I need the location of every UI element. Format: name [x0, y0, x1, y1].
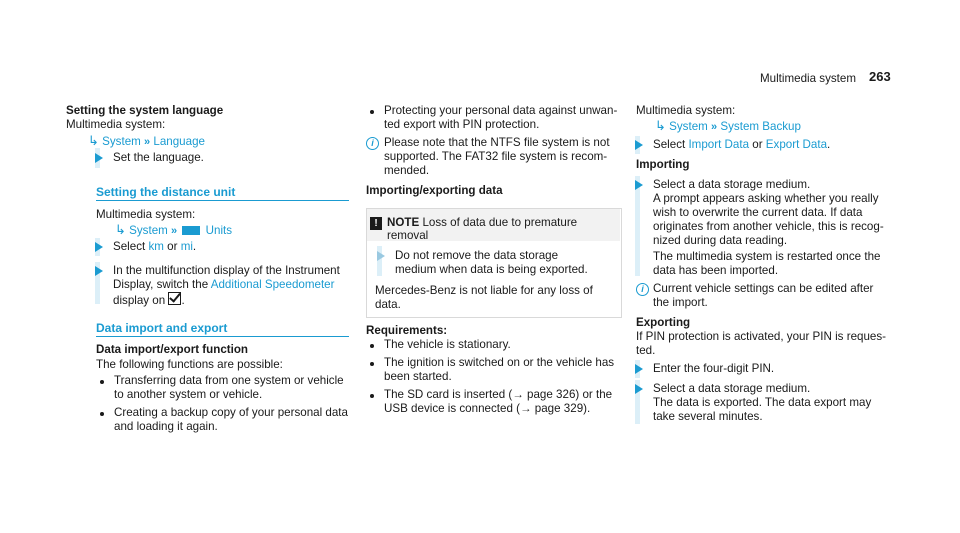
- text: Select: [653, 138, 689, 151]
- km-option[interactable]: km: [148, 240, 164, 253]
- note-label: NOTE: [387, 216, 420, 229]
- bullet: [370, 394, 374, 398]
- right-s4-l1: Select a data storage medium.: [653, 382, 811, 395]
- right-info-l1: Current vehicle settings can be edited after: [653, 282, 874, 295]
- note-step-l2: medium when data is being exported.: [395, 263, 588, 276]
- right-info-l2: the import.: [653, 296, 708, 309]
- dist-step-2-line-2: [113, 278, 334, 292]
- dist-step-2-line-3: display on .: [113, 294, 185, 307]
- mid-info-l2: supported. The FAT32 file system is recom-: [384, 150, 608, 163]
- checkbox-checked-icon: [168, 292, 181, 305]
- step-arrow-icon: [635, 140, 643, 150]
- note-step-l1: Do not remove the data storage: [395, 249, 559, 262]
- req-2-l1: The ignition is switched on or the vehicle has: [384, 356, 615, 369]
- info-icon: i: [366, 137, 379, 150]
- path-system-backup-link[interactable]: System Backup: [720, 120, 801, 133]
- data-b1-l1: Transferring data from one system or vehicle: [114, 374, 344, 387]
- section-rule: [96, 336, 349, 337]
- step-arrow-icon: [95, 153, 103, 163]
- import-data-option[interactable]: Import Data: [688, 138, 750, 151]
- page-number: 263: [869, 69, 891, 84]
- note-text: Loss of data due to premature: [419, 216, 578, 229]
- lang-step: Set the language.: [113, 151, 204, 164]
- info-icon: i: [636, 283, 649, 296]
- mi-option[interactable]: mi: [180, 240, 193, 253]
- additional-speedometer-link[interactable]: Additional Speedometer: [210, 278, 335, 291]
- chevron-right-icon: »: [171, 225, 178, 237]
- step-arrow-icon: [95, 242, 103, 252]
- data-intro: The following functions are possible:: [96, 358, 283, 371]
- right-intro: Multimedia system:: [636, 104, 736, 117]
- path-return-icon: ↳: [655, 118, 666, 133]
- req-2-l2: been started.: [384, 370, 452, 383]
- path-language-link[interactable]: Language: [153, 135, 205, 148]
- data-b2-l2: and loading it again.: [114, 420, 218, 433]
- lang-intro: Multimedia system:: [66, 118, 166, 131]
- exp-l1: If PIN protection is activated, your PIN is reques-: [636, 330, 887, 343]
- right-s2-l5: nized during data reading.: [653, 234, 788, 247]
- bullet: [370, 362, 374, 366]
- text: or: [749, 138, 766, 151]
- exporting-title: Exporting: [636, 316, 691, 329]
- chevron-right-icon: »: [711, 121, 718, 133]
- note-p-l2: data.: [375, 298, 401, 311]
- text: Display, switch the: [113, 278, 211, 291]
- text: .: [192, 240, 197, 253]
- req-title: Requirements:: [366, 324, 448, 337]
- mid-b-l2: ted export with PIN protection.: [384, 118, 540, 131]
- text: display on: [113, 294, 169, 307]
- step-arrow-icon: [635, 364, 643, 374]
- ie-title: Importing/exporting data: [366, 184, 503, 197]
- dist-intro: Multimedia system:: [96, 208, 196, 221]
- step-arrow-icon: [635, 384, 643, 394]
- dist-step-2-line-1: In the multifunction display of the Instrument: [113, 264, 340, 277]
- right-path: [655, 119, 801, 134]
- bullet: [370, 110, 374, 114]
- data-sub: Data import/export function: [96, 343, 249, 356]
- right-s3: Enter the four-digit PIN.: [653, 362, 775, 375]
- bullet: [370, 344, 374, 348]
- running-header: [760, 72, 856, 86]
- section-title: Multimedia system: [760, 72, 856, 85]
- text: .: [827, 138, 831, 151]
- path-units-link[interactable]: Units: [205, 224, 233, 237]
- req-3-l2: USB device is connected (→ page 329).: [384, 402, 591, 415]
- dist-title: Setting the distance unit: [96, 185, 236, 199]
- right-s2-l4: originates from another vehicle, this is recog-: [653, 220, 884, 233]
- data-b1-l2: to another system or vehicle.: [114, 388, 263, 401]
- note-p-l1: Mercedes-Benz is not liable for any loss of: [375, 284, 593, 297]
- lang-path: [88, 134, 205, 149]
- text: or: [163, 240, 181, 253]
- req-3-l1: The SD card is inserted (→ page 326) or the: [384, 388, 613, 401]
- mid-info-l3: mended.: [384, 164, 430, 177]
- right-s2-l3: wish to overwrite the current data. If data: [653, 206, 863, 219]
- step-arrow-icon: [635, 180, 643, 190]
- mid-info-l1: Please note that the NTFS file system is not: [384, 136, 610, 149]
- step-arrow-icon: [95, 266, 103, 276]
- path-return-icon: ↳: [88, 133, 99, 148]
- path-system-link[interactable]: System: [129, 224, 168, 237]
- req-1: The vehicle is stationary.: [384, 338, 511, 351]
- section-rule: [96, 200, 349, 201]
- step-arrow-icon: [377, 251, 385, 261]
- right-s2-l7: data has been imported.: [653, 264, 779, 277]
- text: Select: [113, 240, 149, 253]
- importing-title: Importing: [636, 158, 690, 171]
- bullet: [100, 380, 104, 384]
- warning-icon: !: [370, 217, 382, 230]
- exp-l2: ted.: [636, 344, 656, 357]
- note-line-2: removal: [387, 229, 429, 242]
- chevron-right-icon: »: [144, 136, 151, 148]
- bullet: [100, 412, 104, 416]
- export-data-option[interactable]: Export Data: [765, 138, 828, 151]
- right-s4-l3: take several minutes.: [653, 410, 763, 423]
- right-s4-l2: The data is exported. The data export may: [653, 396, 872, 409]
- path-system-link[interactable]: System: [102, 135, 141, 148]
- lang-title: Setting the system language: [66, 104, 224, 117]
- path-system-link[interactable]: System: [669, 120, 708, 133]
- data-title: Data import and export: [96, 321, 228, 335]
- dist-path: [115, 223, 232, 238]
- step-bar: [635, 176, 640, 276]
- path-return-icon: ↳: [115, 222, 126, 237]
- mid-b-l1: Protecting your personal data against unwan-: [384, 104, 618, 117]
- data-b2-l1: Creating a backup copy of your personal data: [114, 406, 348, 419]
- units-icon: [182, 226, 200, 235]
- right-s2-l1: Select a data storage medium.: [653, 178, 811, 191]
- right-step-1: [653, 138, 830, 152]
- dist-step-1: [113, 240, 196, 254]
- right-s2-l2: A prompt appears asking whether you really: [653, 192, 879, 205]
- right-s2-l6: The multimedia system is restarted once the: [653, 250, 881, 263]
